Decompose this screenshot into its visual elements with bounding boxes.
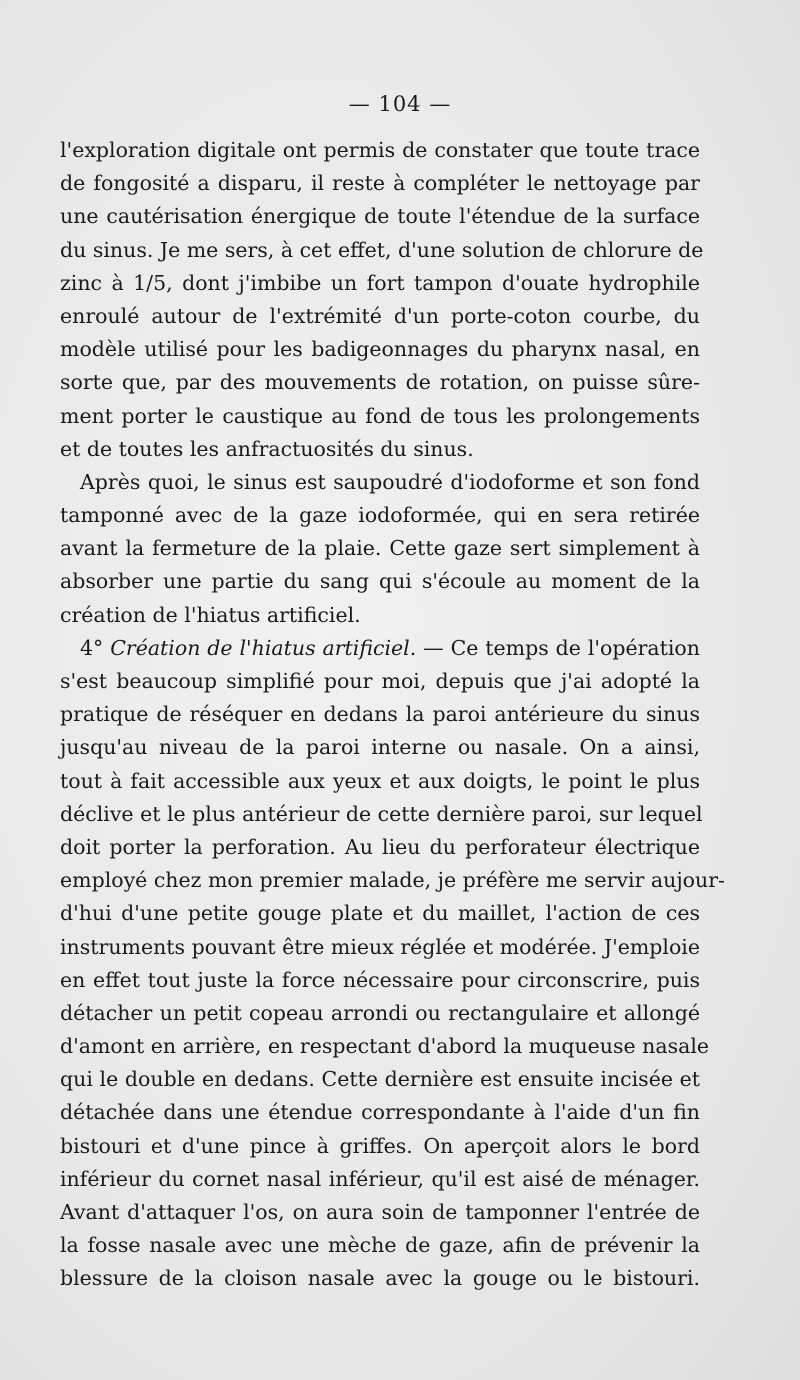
text-line: ment porter le caustique au fond de tous les prolongements bbox=[60, 403, 700, 428]
text-line: doit porter la perforation. Au lieu du perforateur électrique bbox=[60, 834, 700, 859]
text-line: absorber une partie du sang qui s'écoule au moment de la bbox=[60, 569, 700, 594]
section-title: Création de l'hiatus artificiel. bbox=[110, 635, 417, 660]
text-line: zinc à 1/5, dont j'imbibe un fort tampon d'ouate hydrophile bbox=[60, 270, 700, 295]
paragraph-1 bbox=[60, 134, 704, 466]
text-line: d'hui d'une petite gouge plate et du maillet, l'action de ces bbox=[60, 901, 700, 926]
page-number: — 104 — bbox=[348, 92, 452, 116]
text-line: tamponné avec de la gaze iodoformée, qui en sera retirée bbox=[60, 503, 700, 528]
text-line: instruments pouvant être mieux réglée et modérée. J'emploie bbox=[60, 934, 700, 959]
text-line: Avant d'attaquer l'os, on aura soin de tamponner l'entrée de bbox=[60, 1200, 700, 1224]
text-line: déclive et le plus antérieur de cette dernière paroi, sur lequel bbox=[60, 801, 703, 826]
text-line: sorte que, par des mouvements de rotation, on puisse sûre- bbox=[60, 370, 700, 395]
text-line: de fongosité a disparu, il reste à compléter le nettoyage par bbox=[60, 171, 700, 196]
text-line: création de l'hiatus artificiel. bbox=[60, 602, 361, 627]
text-line: enroulé autour de l'extrémité d'un porte-coton courbe, du bbox=[60, 303, 700, 328]
text-line: pratique de réséquer en dedans la paroi antérieure du sinus bbox=[60, 702, 700, 727]
text-line: l'exploration digitale ont permis de constater que toute trace bbox=[60, 138, 700, 162]
text-line: inférieur du cornet nasal inférieur, qu'il est aisé de ménager. bbox=[60, 1166, 700, 1191]
text-line: Après quoi, le sinus est saupoudré d'iodoforme et son fond bbox=[80, 469, 700, 494]
text-line: une cautérisation énergique de toute l'étendue de la surface bbox=[60, 204, 700, 229]
text-line: jusqu'au niveau de la paroi interne ou nasale. On a ainsi, bbox=[60, 735, 700, 760]
text-line: avant la fermeture de la plaie. Cette gaze sert simplement à bbox=[60, 536, 700, 561]
text-line: la fosse nasale avec une mèche de gaze, afin de prévenir la bbox=[60, 1233, 700, 1258]
text-line: blessure de la cloison nasale avec la gouge ou le bistouri. bbox=[60, 1266, 700, 1291]
text-line: employé chez mon premier malade, je préfère me servir aujour- bbox=[60, 868, 725, 893]
text-line: en effet tout juste la force nécessaire pour circonscrire, puis bbox=[60, 967, 700, 992]
section-heading-line bbox=[60, 632, 700, 665]
text-line: détacher un petit copeau arrondi ou rectangulaire et allongé bbox=[60, 1000, 700, 1025]
text-line: modèle utilisé pour les badigeonnages du pharynx nasal, en bbox=[60, 337, 700, 362]
section-number: 4° bbox=[80, 635, 104, 660]
text-line: qui le double en dedans. Cette dernière est ensuite incisée et bbox=[60, 1067, 700, 1092]
body-text bbox=[60, 134, 725, 1296]
text-line: et de toutes les anfractuosités du sinus. bbox=[60, 436, 474, 461]
text-line: du sinus. Je me sers, à cet effet, d'une solution de chlorure de bbox=[60, 237, 704, 262]
text-line: détachée dans une étendue correspondante à l'aide d'un fin bbox=[60, 1100, 700, 1125]
text-line: bistouri et d'une pince à griffes. On aperçoit alors le bord bbox=[60, 1133, 700, 1158]
section-lead-text: — Ce temps de l'opération bbox=[423, 635, 700, 660]
text-line: tout à fait accessible aux yeux et aux doigts, le point le plus bbox=[60, 768, 700, 793]
text-line: d'amont en arrière, en respectant d'abord la muqueuse nasale bbox=[60, 1034, 710, 1059]
paragraph-3 bbox=[60, 632, 725, 1296]
text-line: s'est beaucoup simplifié pour moi, depuis que j'ai adopté la bbox=[60, 669, 700, 693]
paragraph-2 bbox=[60, 466, 700, 632]
